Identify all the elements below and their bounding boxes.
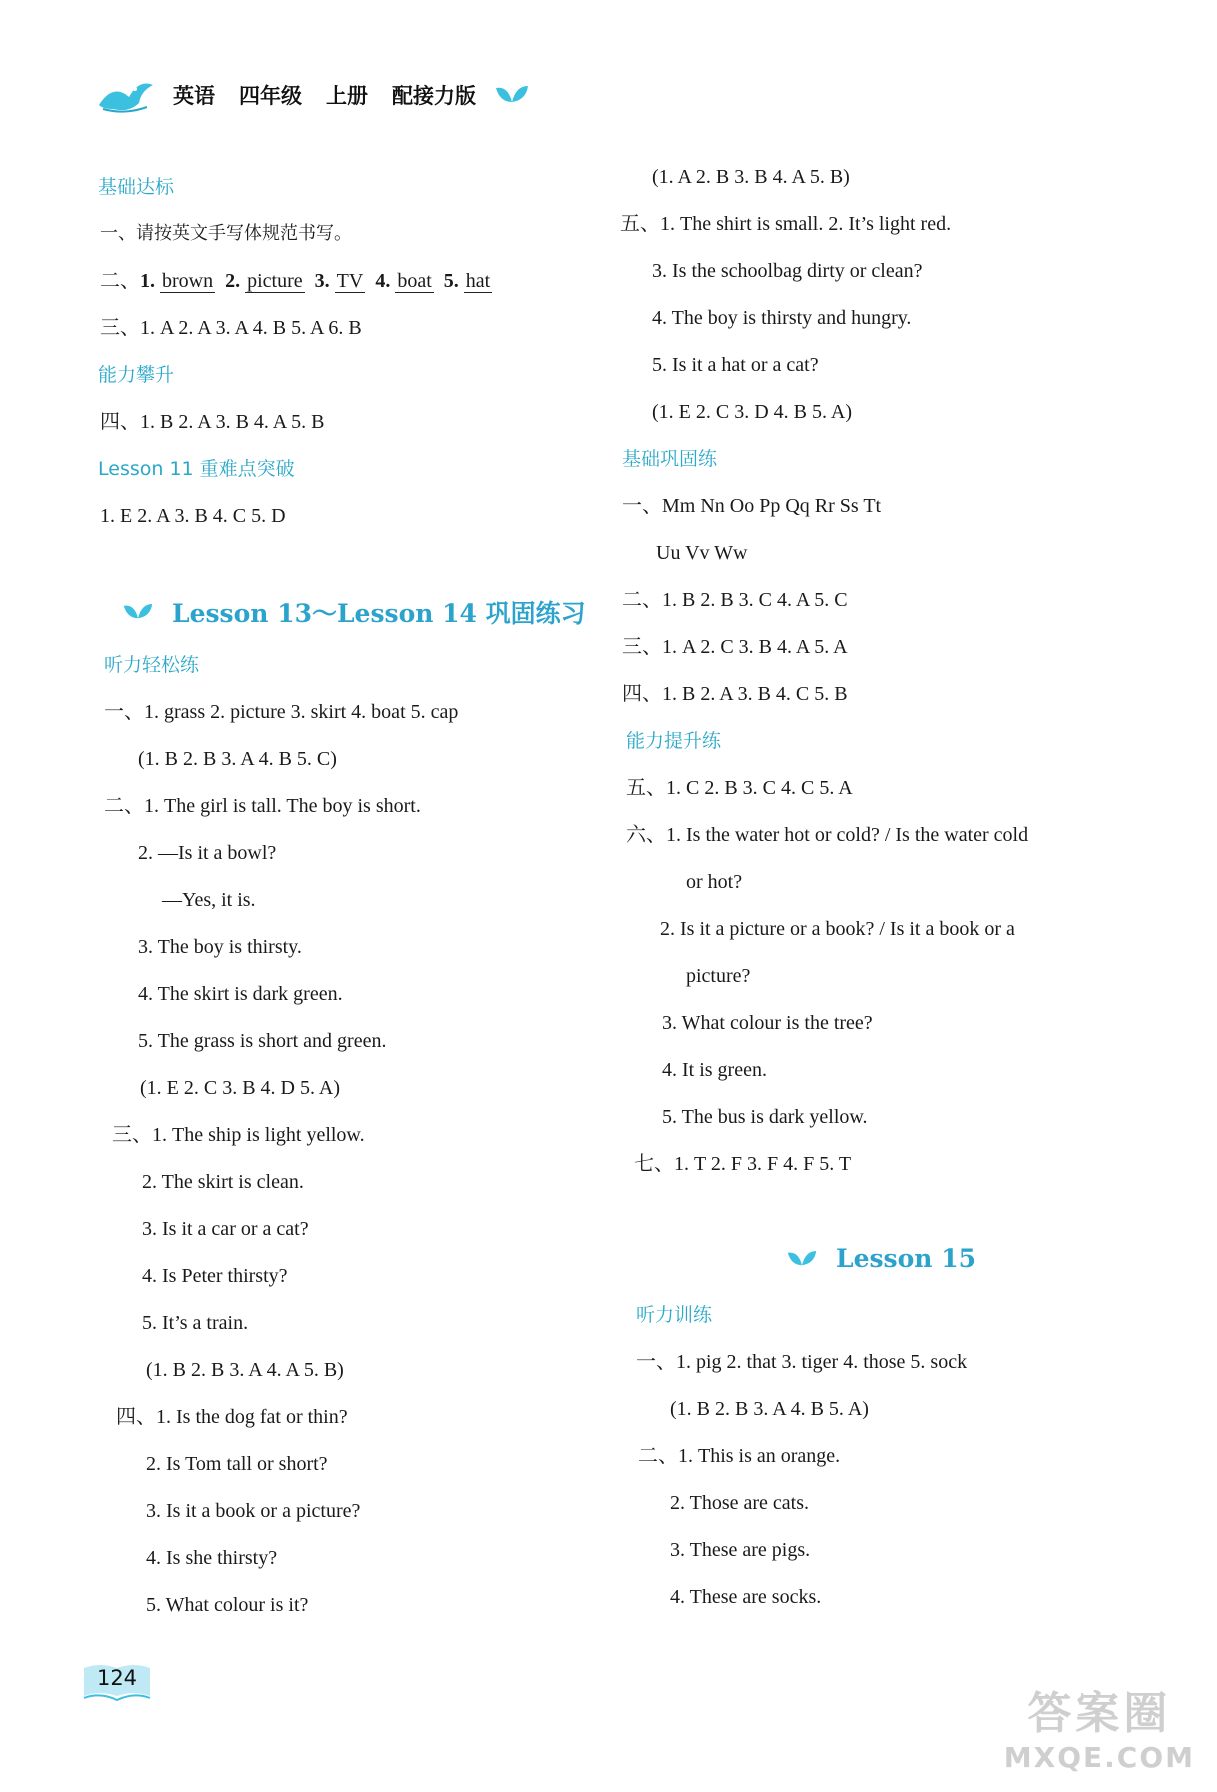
watermark-line1: 答案圈 bbox=[1027, 1688, 1172, 1739]
answer-line: 5. The grass is short and green. bbox=[138, 1030, 387, 1052]
answer-line: 四、1. Is the dog fat or thin? bbox=[116, 1406, 348, 1428]
q2-answer-4: boat bbox=[397, 270, 432, 292]
answer-line: 3. Is it a book or a picture? bbox=[146, 1500, 361, 1522]
header-subject: 英语 bbox=[173, 84, 215, 108]
answer-line: 二、1. The girl is tall. The boy is short. bbox=[104, 795, 421, 817]
answer-line: 四、1. B 2. A 3. B 4. C 5. B bbox=[622, 683, 848, 705]
answer-line: 2. Those are cats. bbox=[670, 1492, 810, 1514]
q2-answer-1: brown bbox=[162, 270, 214, 292]
answer-line: 七、1. T 2. F 3. F 4. F 5. T bbox=[634, 1153, 852, 1175]
leaf-icon bbox=[494, 84, 530, 106]
answer-line: 3. Is the schoolbag dirty or clean? bbox=[652, 260, 923, 282]
q2-answer-5: hat bbox=[465, 270, 491, 292]
section-heading-consolidate: 基础巩固练 bbox=[622, 448, 718, 470]
leaf-icon bbox=[786, 1247, 818, 1271]
q2-answer-2: picture bbox=[247, 270, 303, 292]
answer-line: 三、1. The ship is light yellow. bbox=[112, 1124, 365, 1146]
q2-prefix: 二、 bbox=[100, 270, 140, 292]
answer-line: (1. E 2. C 3. B 4. D 5. A) bbox=[140, 1077, 340, 1099]
section-heading-basic: 基础达标 bbox=[98, 176, 175, 198]
answer-line: 5. The bus is dark yellow. bbox=[662, 1106, 868, 1128]
page-header bbox=[95, 75, 530, 115]
answer-line: (1. B 2. B 3. A 4. B 5. A) bbox=[670, 1398, 869, 1420]
answer-line: —Yes, it is. bbox=[162, 889, 256, 911]
header-grade: 四年级 bbox=[239, 84, 302, 108]
answer-line: (1. B 2. B 3. A 4. A 5. B) bbox=[146, 1359, 344, 1381]
answer-line: 5. What colour is it? bbox=[146, 1594, 309, 1616]
answer-line: (1. B 2. B 3. A 4. B 5. C) bbox=[138, 748, 337, 770]
section-heading-lesson11: Lesson 11 重难点突破 bbox=[98, 458, 295, 480]
answer-line: 5. It’s a train. bbox=[142, 1312, 249, 1334]
answer-line: 五、1. C 2. B 3. C 4. C 5. A bbox=[626, 777, 853, 799]
watermark-line2: MXQE.COM bbox=[1003, 1741, 1195, 1774]
answer-line-q3: 三、1. A 2. A 3. A 4. B 5. A 6. B bbox=[100, 317, 362, 339]
watermark bbox=[1004, 1677, 1195, 1774]
answer-line: 4. The skirt is dark green. bbox=[138, 983, 343, 1005]
lesson-title-text: Lesson 13～Lesson 14 巩固练习 bbox=[172, 599, 586, 628]
answer-line: 三、1. A 2. C 3. B 4. A 5. A bbox=[622, 636, 848, 658]
answer-line: 2. —Is it a bowl? bbox=[138, 842, 277, 864]
header-edition: 配接力版 bbox=[392, 84, 476, 108]
answer-line: 4. The boy is thirsty and hungry. bbox=[652, 307, 912, 329]
answer-line: 4. Is Peter thirsty? bbox=[142, 1265, 288, 1287]
section-heading-improve: 能力提升练 bbox=[626, 730, 722, 752]
page-number: 124 bbox=[82, 1662, 152, 1704]
answer-line: 五、1. The shirt is small. 2. It’s light red. bbox=[620, 213, 952, 235]
q2-answer-3: TV bbox=[336, 270, 364, 292]
answer-line: 2. Is Tom tall or short? bbox=[146, 1453, 328, 1475]
answer-line: (1. E 2. C 3. D 4. B 5. A) bbox=[652, 401, 852, 423]
answer-line-q4: 四、1. B 2. A 3. B 4. A 5. B bbox=[100, 411, 325, 433]
section-heading-listening-training: 听力训练 bbox=[636, 1304, 713, 1326]
answer-line: 一、1. grass 2. picture 3. skirt 4. boat 5. cap bbox=[104, 701, 459, 723]
answer-line: 3. The boy is thirsty. bbox=[138, 936, 302, 958]
answer-line: 4. These are socks. bbox=[670, 1586, 822, 1608]
header-volume: 上册 bbox=[326, 84, 368, 108]
section-heading-listening: 听力轻松练 bbox=[104, 654, 200, 676]
answer-line: 2. Is it a picture or a book? / Is it a book or a bbox=[660, 918, 1015, 940]
answer-line: Uu Vv Ww bbox=[656, 542, 748, 564]
answer-line: 3. These are pigs. bbox=[670, 1539, 811, 1561]
leaf-icon bbox=[122, 600, 154, 624]
lesson-title-15 bbox=[786, 1244, 976, 1273]
answer-line: or hot? bbox=[686, 871, 743, 893]
answer-line-q1: 一、请按英文手写体规范书写。 bbox=[100, 223, 352, 244]
section-heading-ability: 能力攀升 bbox=[98, 364, 175, 386]
answer-line-q2: 二、1. brown 2. picture 3. TV 4. boat 5. hat bbox=[100, 270, 491, 292]
answer-line: 2. The skirt is clean. bbox=[142, 1171, 304, 1193]
bird-logo-icon bbox=[95, 75, 155, 115]
answer-line: 六、1. Is the water hot or cold? / Is the water cold bbox=[626, 824, 1029, 846]
answer-line-lesson11: 1. E 2. A 3. B 4. C 5. D bbox=[100, 505, 286, 527]
answer-line: 5. Is it a hat or a cat? bbox=[652, 354, 819, 376]
answer-line: picture? bbox=[686, 965, 751, 987]
answer-line: 4. It is green. bbox=[662, 1059, 767, 1081]
lesson15-title-text: Lesson 15 bbox=[836, 1244, 976, 1273]
answer-line: 二、1. This is an orange. bbox=[638, 1445, 841, 1467]
answer-line: 3. Is it a car or a cat? bbox=[142, 1218, 309, 1240]
lesson-title-13-14 bbox=[122, 594, 586, 630]
answer-line: 二、1. B 2. B 3. C 4. A 5. C bbox=[622, 589, 848, 611]
answer-line: 一、Mm Nn Oo Pp Qq Rr Ss Tt bbox=[622, 495, 882, 517]
answer-line: 4. Is she thirsty? bbox=[146, 1547, 278, 1569]
answer-line: 3. What colour is the tree? bbox=[662, 1012, 873, 1034]
answer-line: (1. A 2. B 3. B 4. A 5. B) bbox=[652, 166, 850, 188]
answer-line: 一、1. pig 2. that 3. tiger 4. those 5. sock bbox=[636, 1351, 968, 1373]
